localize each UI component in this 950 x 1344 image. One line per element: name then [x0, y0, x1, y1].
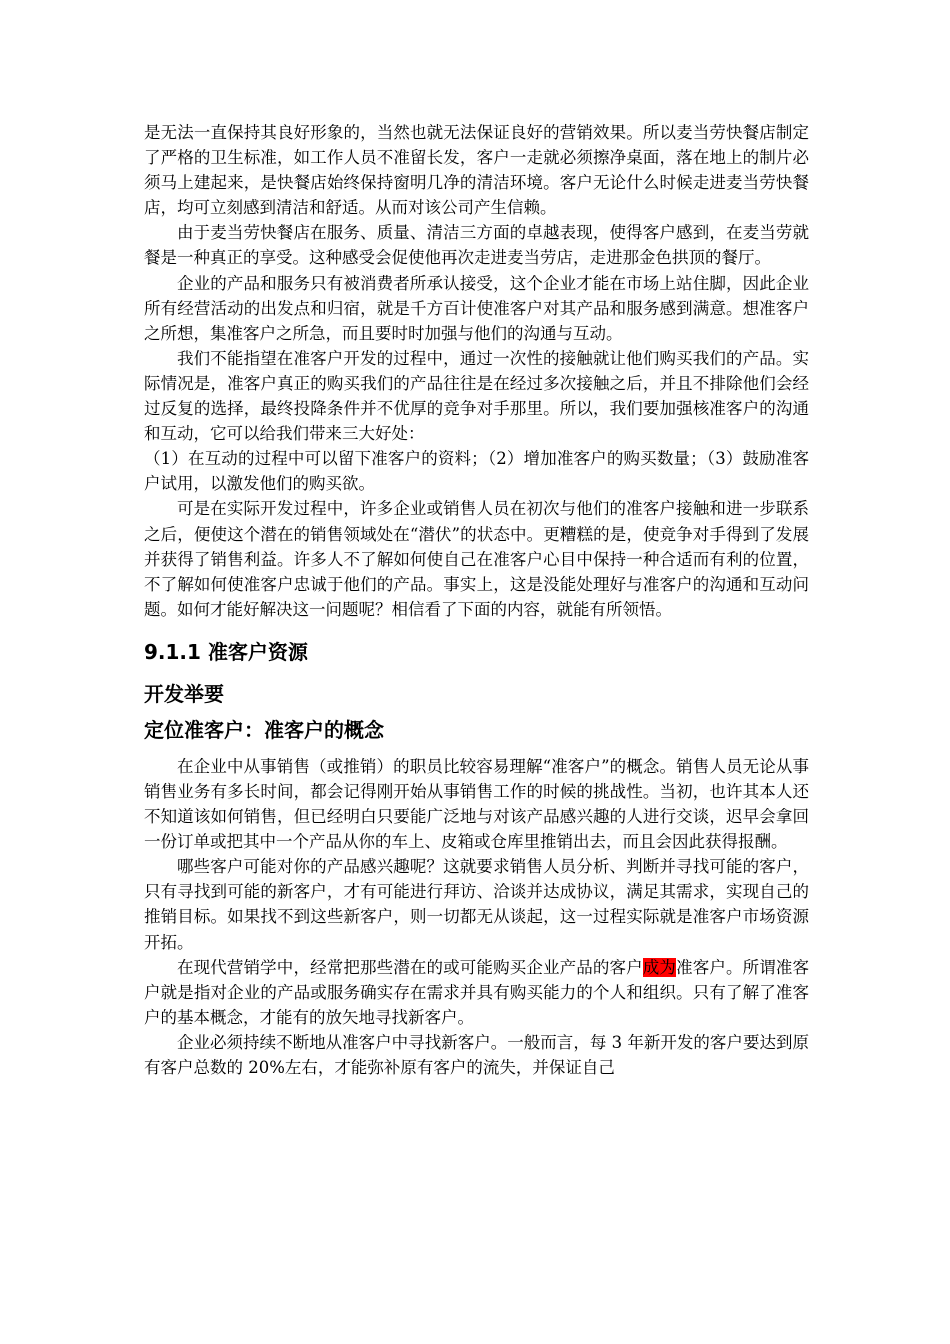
- section-heading: 9.1.1 准客户资源: [144, 639, 308, 664]
- body-paragraph: [144, 955, 809, 1030]
- body-paragraph: 由于麦当劳快餐店在服务、质量、清洁三方面的卓越表现，使得客户感到，在麦当劳就餐是一种真正的享受。这种感受会促使他再次走进麦当劳店，走进那金色拱顶的餐厅。: [144, 223, 809, 268]
- paragraph-text: 在现代营销学中，经常把那些潜在的或可能购买企业产品的客户: [177, 957, 643, 977]
- highlighted-text: 成为: [642, 957, 677, 977]
- paragraph-text: 准客户。所谓准客户就是指对企业的产品或服务确实存在需求并具有购买能力的个人和组织。只有了解了准客户的基本概念，才能有的放矢地寻找新客户。: [144, 957, 810, 1027]
- document-page: [144, 120, 809, 1080]
- subheading: 定位准客户：准客户的概念: [144, 717, 384, 742]
- body-paragraph: 可是在实际开发过程中，许多企业或销售人员在初次与他们的准客户接触和进一步联系之后，便使这个潜在的销售领域处在“潜伏”的状态中。更糟糕的是，使竞争对手得到了发展并获得了销售利益。许多人不了解如何使自己在准客户心目中保持一种合适而有利的位置，不了解如何使准客户忠诚于他们的产品。事实上，这是没能处理好与准客户的沟通和互动问题。如何才能好解决这一问题呢？相信看了下面的内容，就能有所领悟。: [144, 499, 809, 619]
- body-paragraph: （1）在互动的过程中可以留下准客户的资料；（2）增加准客户的购买数量；（3）鼓励准客户试用，以激发他们的购买欲。: [144, 449, 809, 494]
- body-paragraph: 企业必须持续不断地从准客户中寻找新客户。一般而言，每 3 年新开发的客户要达到原有客户总数的 20%左右，才能弥补原有客户的流失，并保证自己: [144, 1032, 809, 1077]
- body-paragraph: 我们不能指望在准客户开发的过程中，通过一次性的接触就让他们购买我们的产品。实际情况是，准客户真正的购买我们的产品往往是在经过多次接触之后，并且不排除他们会经过反复的选择，最终投降条件并不优厚的竞争对手那里。所以，我们要加强核准客户的沟通和互动，它可以给我们带来三大好处：: [144, 348, 809, 444]
- body-paragraph: 在企业中从事销售（或推销）的职员比较容易理解“准客户”的概念。销售人员无论从事销售业务有多长时间，都会记得刚开始从事销售工作的时候的挑战性。当初，也许其本人还不知道该如何销售，但已经明白只要能广泛地与对该产品感兴趣的人进行交谈，迟早会拿回一份订单或把其中一个产品从你的车上、皮箱或仓库里推销出去，而且会因此获得报酬。: [144, 756, 809, 852]
- subheading: 开发举要: [144, 681, 224, 706]
- body-paragraph: 是无法一直保持其良好形象的，当然也就无法保证良好的营销效果。所以麦当劳快餐店制定了严格的卫生标准，如工作人员不准留长发，客户一走就必须擦净桌面，落在地上的制片必须马上建起来，是快餐店始终保持窗明几净的清洁环境。客户无论什么时候走进麦当劳快餐店，均可立刻感到清洁和舒适。从而对该公司产生信赖。: [144, 123, 809, 218]
- body-paragraph: 哪些客户可能对你的产品感兴趣呢？这就要求销售人员分析、判断并寻找可能的客户，只有寻找到可能的新客户，才有可能进行拜访、洽谈并达成协议，满足其需求，实现自己的推销目标。如果找不到这些新客户，则一切都无从谈起，这一过程实际就是准客户市场资源开拓。: [144, 857, 809, 952]
- body-paragraph: 企业的产品和服务只有被消费者所承认接受，这个企业才能在市场上站住脚，因此企业所有经营活动的出发点和归宿，就是千方百计使准客户对其产品和服务感到满意。想准客户之所想，集准客户之所急，而且要时时加强与他们的沟通与互动。: [144, 273, 809, 343]
